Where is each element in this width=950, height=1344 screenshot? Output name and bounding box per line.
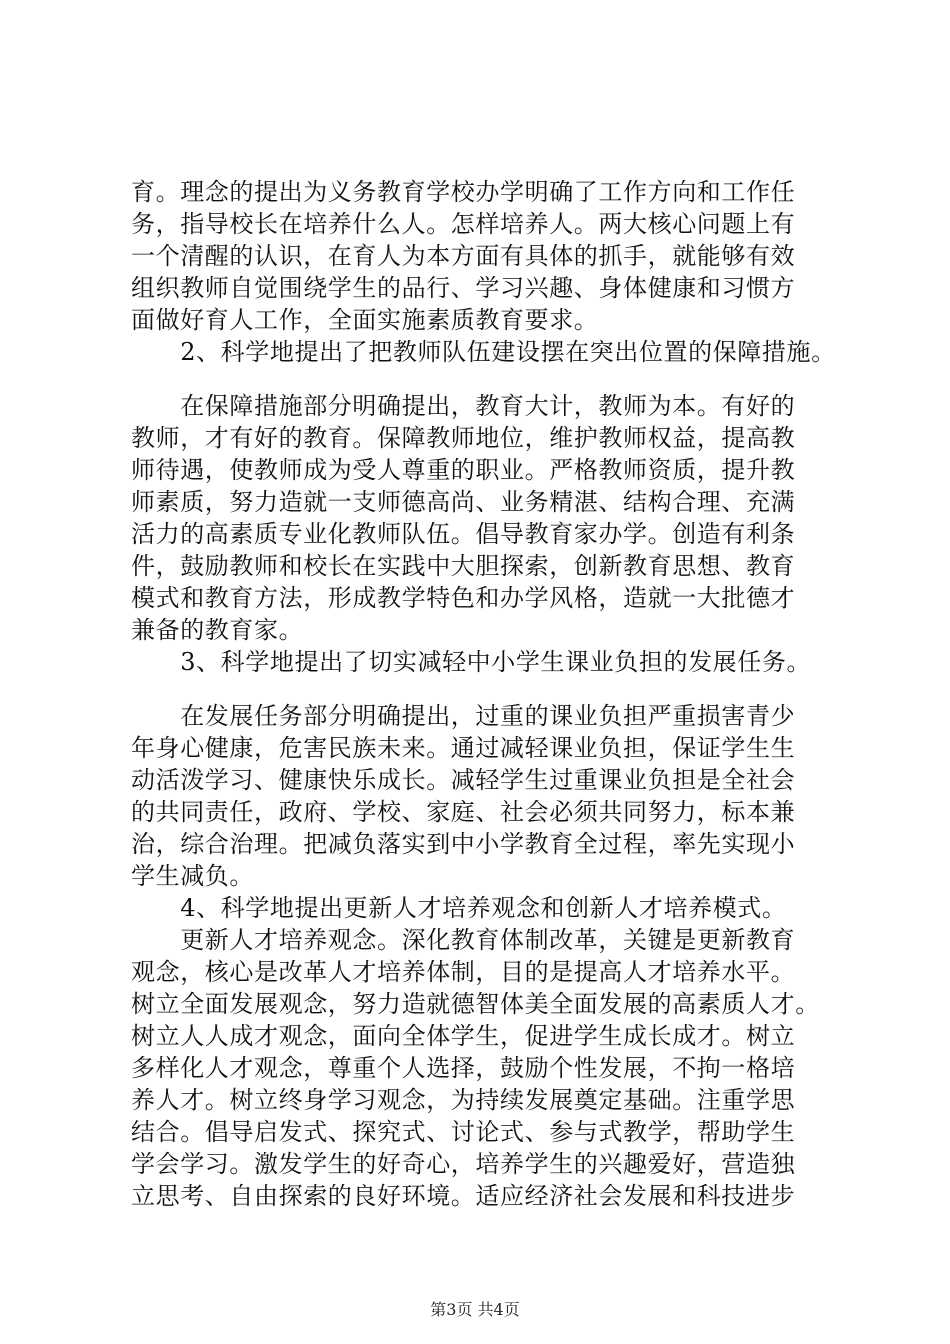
page-number-footer: 第3页 共4页 — [430, 1300, 520, 1319]
text-line: 师待遇，使教师成为受人尊重的职业。严格教师资质，提升教 — [131, 456, 796, 484]
text-line: 结合。倡导启发式、探究式、讨论式、参与式教学，帮助学生 — [131, 1118, 796, 1146]
text-line: 模式和教育方法，形成教学特色和办学风格，造就一大批德才 — [131, 584, 796, 612]
text-line: 立思考、自由探索的良好环境。适应经济社会发展和科技进步 — [131, 1182, 796, 1210]
text-line: 件，鼓励教师和校长在实践中大胆探索，创新教育思想、教育 — [131, 552, 796, 580]
text-line: 教师，才有好的教育。保障教师地位，维护教师权益，提高教 — [131, 424, 796, 452]
section-heading: 4、科学地提出更新人才培养观念和创新人才培养模式。 — [131, 894, 787, 922]
text-line: 的共同责任，政府、学校、家庭、社会必须共同努力，标本兼 — [131, 798, 796, 826]
text-line: 观念，核心是改革人才培养体制，目的是提高人才培养水平。 — [131, 958, 796, 986]
text-line: 兼备的教育家。 — [131, 616, 304, 644]
text-line: 组织教师自觉围绕学生的品行、学习兴趣、身体健康和习惯方 — [131, 274, 796, 302]
text-line: 多样化人才观念，尊重个人选择，鼓励个性发展，不拘一格培 — [131, 1054, 796, 1082]
text-line: 树立人人成才观念，面向全体学生，促进学生成长成才。树立 — [131, 1022, 796, 1050]
text-line: 师素质，努力造就一支师德高尚、业务精湛、结构合理、充满 — [131, 488, 796, 516]
text-line: 在保障措施部分明确提出，教育大计，教师为本。有好的 — [131, 392, 796, 420]
text-line: 务，指导校长在培养什么人。怎样培养人。两大核心问题上有 — [131, 210, 796, 238]
text-line: 更新人才培养观念。深化教育体制改革，关键是更新教育 — [131, 926, 796, 954]
text-line: 一个清醒的认识，在育人为本方面有具体的抓手，就能够有效 — [131, 242, 796, 270]
text-line: 育。理念的提出为义务教育学校办学明确了工作方向和工作任 — [131, 178, 796, 206]
text-line: 面做好育人工作，全面实施素质教育要求。 — [131, 306, 599, 334]
text-line: 治，综合治理。把减负落实到中小学教育全过程，率先实现小 — [131, 830, 796, 858]
text-line: 树立全面发展观念，努力造就德智体美全面发展的高素质人才。 — [131, 990, 820, 1018]
section-heading: 2、科学地提出了把教师队伍建设摆在突出位置的保障措施。 — [131, 338, 836, 366]
text-line: 活力的高素质专业化教师队伍。倡导教育家办学。创造有利条 — [131, 520, 796, 548]
text-line: 养人才。树立终身学习观念，为持续发展奠定基础。注重学思 — [131, 1086, 796, 1114]
text-line: 年身心健康，危害民族未来。通过减轻课业负担，保证学生生 — [131, 734, 796, 762]
text-line: 在发展任务部分明确提出，过重的课业负担严重损害青少 — [131, 702, 796, 730]
text-line: 动活泼学习、健康快乐成长。减轻学生过重课业负担是全社会 — [131, 766, 796, 794]
text-line: 学生减负。 — [131, 862, 254, 890]
section-heading: 3、科学地提出了切实减轻中小学生课业负担的发展任务。 — [131, 648, 812, 676]
text-line: 学会学习。激发学生的好奇心，培养学生的兴趣爱好，营造独 — [131, 1150, 796, 1178]
